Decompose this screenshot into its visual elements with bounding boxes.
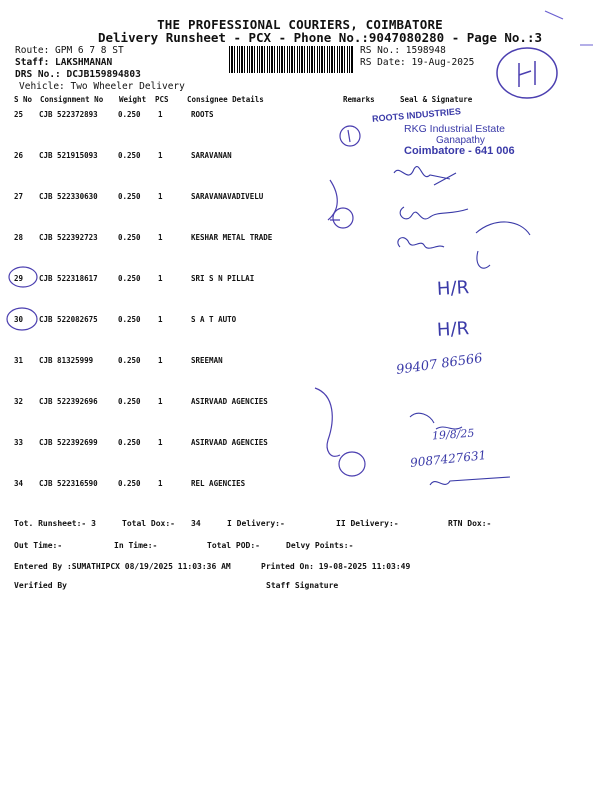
row-consignment: CJB 521915093 [39,151,98,160]
row-consignee: ROOTS [191,110,214,119]
row-sno: 25 [14,110,24,119]
row-consignment: CJB 522392723 [39,233,98,242]
row-sno: 29 [14,274,24,283]
row-weight: 0.250 [118,233,141,242]
row-pcs: 1 [158,438,163,447]
row-sno: 26 [14,151,24,160]
staff-signature-label: Staff Signature [266,581,339,590]
row-sno: 28 [14,233,24,242]
row-consignee: ASIRVAAD AGENCIES [191,438,268,447]
row-sno: 31 [14,356,24,365]
stamp-line-2: RKG Industrial Estate [404,123,505,135]
row-consignment: CJB 522318617 [39,274,98,283]
row-weight: 0.250 [118,397,141,406]
row-consignee: S A T AUTO [191,315,237,324]
printed-on: Printed On: 19-08-2025 11:03:49 [261,562,411,571]
rs-number: RS No.: 1598948 [360,45,446,56]
drs-label: DRS No.: DCJB159894803 [15,69,141,80]
rtn-dox-label: RTN Dox:- [448,519,492,528]
company-title: THE PROFESSIONAL COURIERS, COIMBATORE [157,17,443,32]
runsheet-subtitle: Delivery Runsheet - PCX - Phone No.:9047080280 - Page No.:3 [97,30,542,45]
row-consignment: CJB 522372893 [39,110,98,119]
out-time-label: Out Time:- [14,541,63,550]
row-weight: 0.250 [118,315,141,324]
in-time-label: In Time:- [114,541,158,550]
row-consignee: SARAVANAN [191,151,232,160]
row-sno: 27 [14,192,24,201]
total-pod-label: Total POD:- [207,541,260,550]
row-consignment: CJB 522082675 [39,315,98,324]
row-pcs: 1 [158,356,163,365]
row-sno: 34 [14,479,24,488]
ink-remark-marks-icon [300,120,370,480]
vehicle-label: Vehicle: Two Wheeler Delivery [19,81,185,92]
row-consignee: ASIRVAAD AGENCIES [191,397,268,406]
handwritten-hr-1: H/R [436,277,470,300]
col-sno: S No [14,95,33,104]
row-consignee: SARAVANAVADIVELU [191,192,264,201]
i-delivery-label: I Delivery:- [227,519,285,528]
row-weight: 0.250 [118,110,141,119]
route-label: Route: GPM 6 7 8 ST [15,45,124,56]
delvy-points-label: Delvy Points:- [286,541,354,550]
col-consignee: Consignee Details [187,95,264,104]
row-weight: 0.250 [118,438,141,447]
handwritten-phone-1: 99407 86566 [395,351,484,378]
stamp-line-4: Coimbatore - 641 006 [404,145,515,157]
row-sno: 30 [14,315,24,324]
row-pcs: 1 [158,479,163,488]
row-pcs: 1 [158,110,163,119]
row-pcs: 1 [158,233,163,242]
col-consignment: Consignment No [40,95,104,104]
staff-label: Staff: LAKSHMANAN [15,57,113,68]
row-consignment: CJB 522330630 [39,192,98,201]
stamp-line-3: Ganapathy [436,135,485,146]
col-weight: Weight [119,95,147,104]
handwritten-hr-2: H/R [436,318,470,341]
total-dox-label: Total Dox:- [122,519,175,528]
row-pcs: 1 [158,151,163,160]
row-consignee: REL AGENCIES [191,479,246,488]
row-consignment: CJB 522392699 [39,438,98,447]
row-consignment: CJB 81325999 [39,356,94,365]
col-seal-signature: Seal & Signature [400,95,473,104]
total-dox-count: 34 [191,519,201,528]
row-consignee: SRI S N PILLAI [191,274,255,283]
row-weight: 0.250 [118,274,141,283]
row-weight: 0.250 [118,192,141,201]
row-pcs: 1 [158,192,163,201]
row-weight: 0.250 [118,151,141,160]
row-sno: 33 [14,438,24,447]
col-pcs: PCS [155,95,169,104]
total-runsheet: Tot. Runsheet:- 3 [14,519,96,528]
verified-by-label: Verified By [14,581,67,590]
drs-barcode [229,46,354,73]
handwritten-phone-2: 9087427631 [409,448,487,470]
row-weight: 0.250 [118,479,141,488]
rs-date: RS Date: 19-Aug-2025 [360,57,475,68]
stamp-line-1: ROOTS INDUSTRIES [371,106,462,124]
col-remarks: Remarks [343,95,375,104]
row-pcs: 1 [158,315,163,324]
ii-delivery-label: II Delivery:- [336,519,399,528]
row-pcs: 1 [158,397,163,406]
row-weight: 0.250 [118,356,141,365]
row-pcs: 1 [158,274,163,283]
row-consignee: SREEMAN [191,356,223,365]
row-sno: 32 [14,397,24,406]
row-consignment: CJB 522316590 [39,479,98,488]
row-consignment: CJB 522392696 [39,397,98,406]
handwritten-date: 19/8/25 [431,426,475,443]
entered-by: Entered By :SUMATHIPCX 08/19/2025 11:03:36 AM [14,562,231,571]
row-consignee: KESHAR METAL TRADE [191,233,273,242]
